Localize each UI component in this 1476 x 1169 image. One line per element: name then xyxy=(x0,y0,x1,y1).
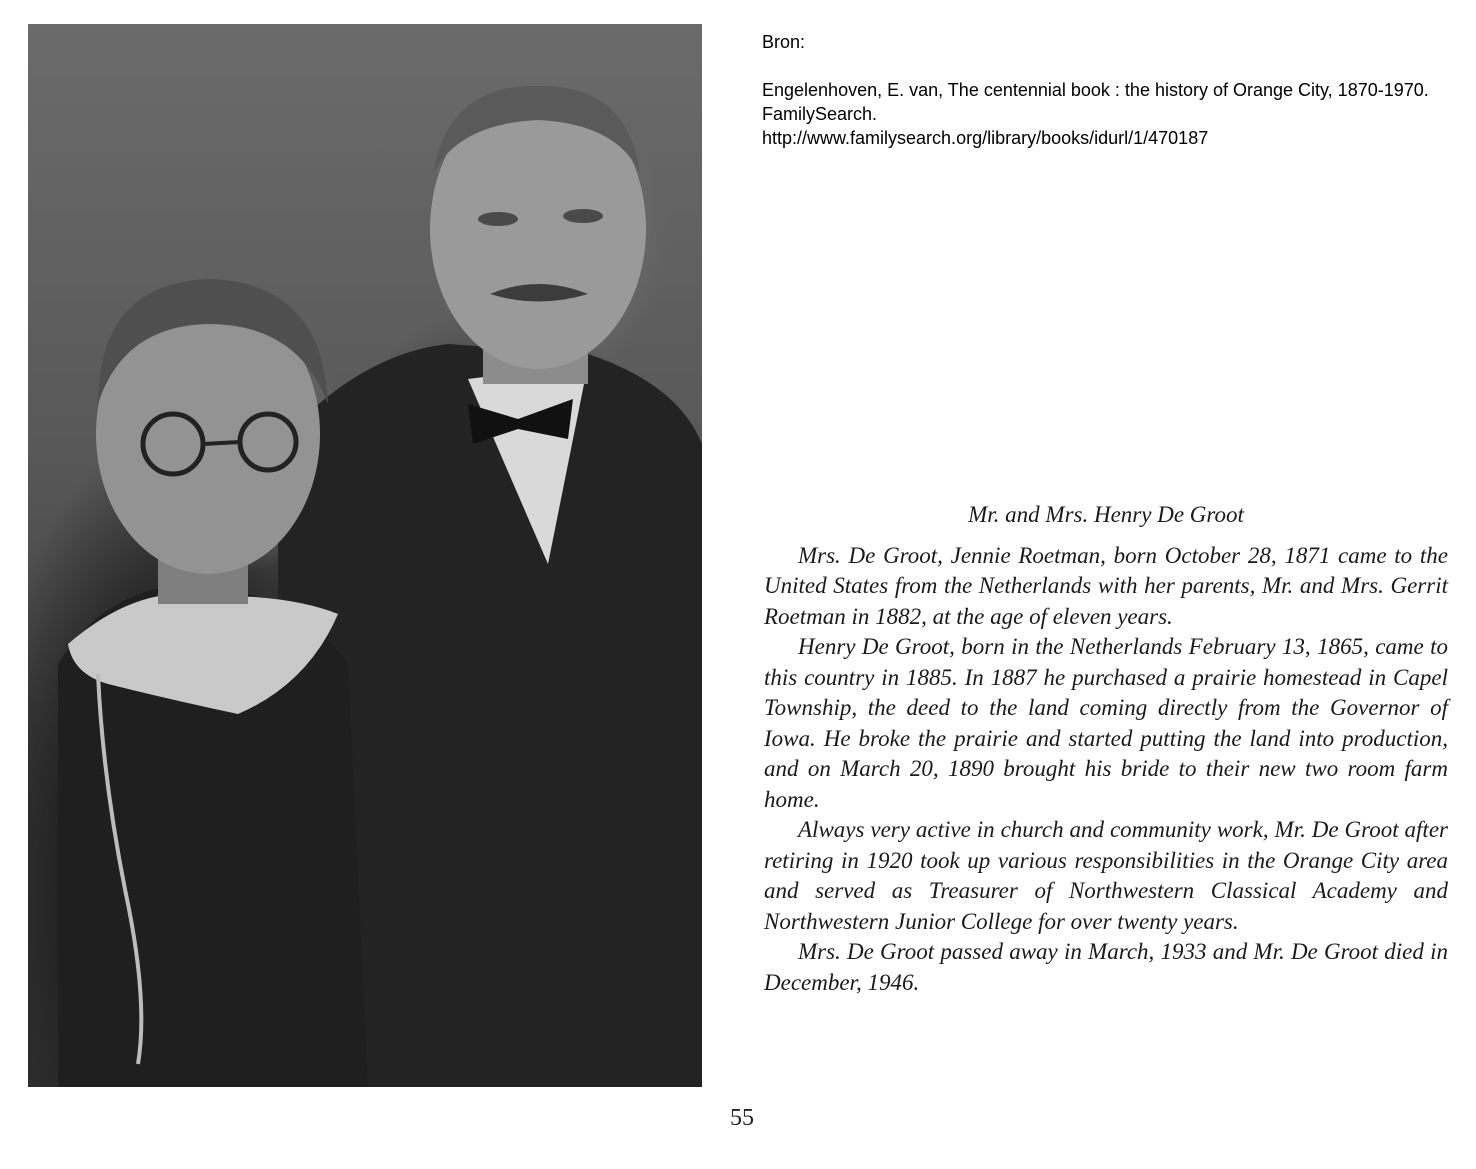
source-citation xyxy=(762,30,1462,150)
article-paragraph: Mrs. De Groot passed away in March, 1933 and Mr. De Groot died in December, 1946. xyxy=(764,939,1448,995)
page-number: 55 xyxy=(730,1105,754,1131)
article-paragraph: Always very active in church and community work, Mr. De Groot after retiring in 1920 took up various responsibilities in the Orange City area and served as Treasurer of Northwestern Classical Academy and Northwestern Junior College for over twenty years. xyxy=(764,817,1448,934)
citation-url: http://www.familysearch.org/library/books/idurl/1/470187 xyxy=(762,128,1209,148)
article-heading: Mr. and Mrs. Henry De Groot xyxy=(968,502,1244,527)
source-label: Bron: xyxy=(762,32,806,52)
article-text xyxy=(764,500,1448,998)
portrait-photograph xyxy=(28,24,702,1087)
citation-text: Engelenhoven, E. van, The centennial book : the history of Orange City, 1870-1970. FamilySearch. xyxy=(762,80,1429,124)
article-paragraph: Mrs. De Groot, Jennie Roetman, born October 28, 1871 came to the United States from the Netherlands with her parents, Mr. and Mrs. Gerrit Roetman in 1882, at the age of eleven years. xyxy=(764,542,1448,629)
portrait-photo-icon xyxy=(28,24,702,1087)
article-paragraph: Henry De Groot, born in the Netherlands February 13, 1865, came to this country in 1885. In 1887 he purchased a prairie homestead in Capel Township, the deed to the land coming directly from the Governor of Iowa. He broke the prairie and started putting the land into production, and on March 20, 1890 brought his bride to their new two room farm home. xyxy=(764,634,1448,812)
